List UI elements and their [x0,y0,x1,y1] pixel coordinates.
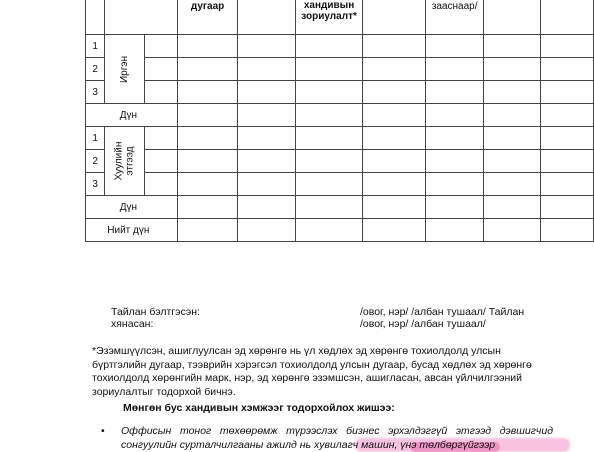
footnote: *Эзэмшүүлсэн, ашиглуулсан эд хөрөнгө нь үл хөдлөх эд хөрөнгө тохиолдолд улсын бүртгэлийн дугаар, тээврийн хэрэгсэл тохиолдолд улсын дугаар, бусад хөдлөх эд хөрөнгө тохиолдолд хөрөнгийн марк, нэр, эд хөрөнгө эзэмшсэн, ашигласан, авсан үйлчилгээний зориулалтыг тодорхой бичнэ. [92,345,532,398]
bullet-icon: • [101,425,105,437]
row-number: 3 [86,173,105,196]
subtotal-row [86,196,594,219]
table-row [86,173,594,196]
group-label-citizen: Иргэн [119,55,131,83]
header-address: зааснаар/ [431,1,478,12]
subtotal-label: Дүн [86,104,178,127]
table-row [86,127,594,150]
reviewed-by-label: хянасан: [111,318,154,330]
row-number: 2 [86,58,105,81]
header-number: дугаар [190,1,225,12]
group-label-legal-entity-cell [105,127,145,196]
table-row [86,150,594,173]
prepared-by-label: Тайлан бэлтгэсэн: [111,306,200,318]
group-label-legal-line2: этгээд [124,146,136,176]
table-row [86,35,594,58]
table-row [86,58,594,81]
example-title: Мөнгөн бус хандивын хэмжээг тодорхойлох жишээ: [123,402,395,414]
row-number: 2 [86,150,105,173]
header-usage-line2: хандивын [303,0,355,11]
group-label-legal-line1: Хуулийн [113,141,125,181]
subtotal-row [86,104,594,127]
row-number: 1 [86,35,105,58]
row-number: 1 [86,127,105,150]
group-label-citizen-cell [105,35,145,104]
table-header-row [86,0,594,35]
bullet-text: Оффисын тоног төхөөрөмж түрээслэх бизнес эрхэлдэггүй этгээд дэвшигчид сонгуулийн сурталчилгааны ажилд нь хувилагч машин, үнэ төлбөргүйгээр [121,425,553,451]
table-row [86,81,594,104]
bullet-item [103,425,553,452]
subtotal-label: Дүн [86,196,178,219]
header-usage-line3: зориулалт* [301,11,357,22]
donation-report-table [85,0,594,242]
prepared-by-fields: /овог, нэр/ /албан тушаал/ Тайлан [360,306,525,318]
reviewed-by-fields: /овог, нэр/ /албан тушаал/ [360,318,486,330]
grand-total-label: Нийт дүн [86,219,178,242]
grand-total-row [86,219,594,242]
row-number: 3 [86,81,105,104]
